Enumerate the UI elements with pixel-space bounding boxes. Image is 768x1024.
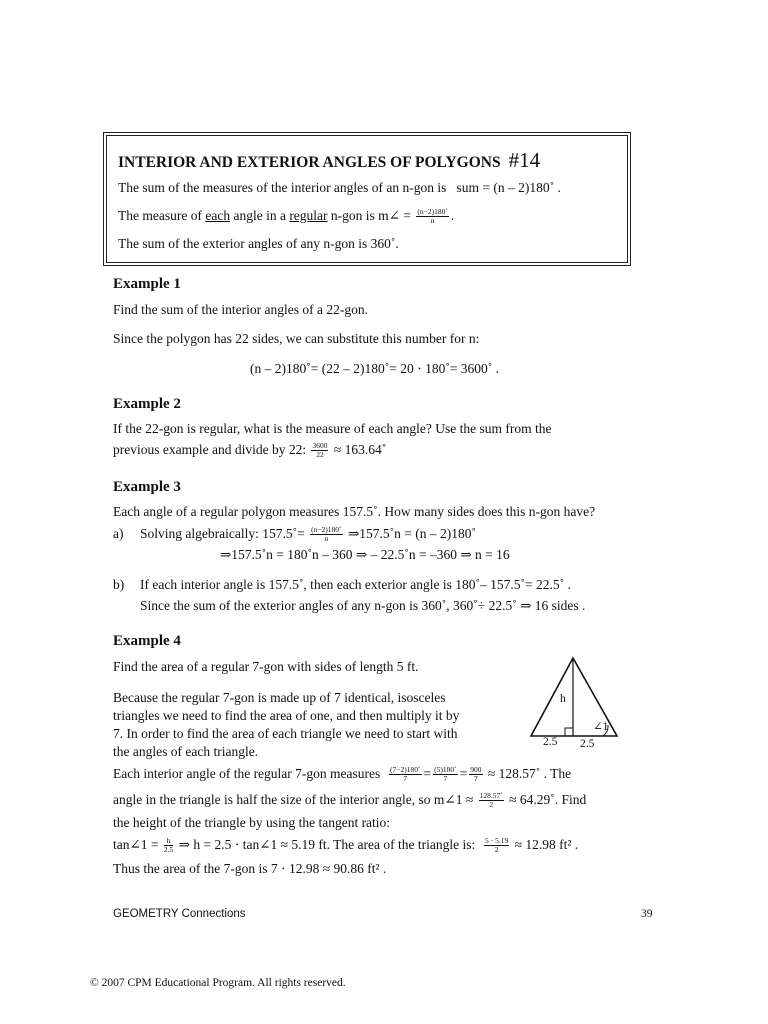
example-2-line-2-pre: previous example and divide by 22: — [113, 442, 307, 457]
triangle-diagram — [525, 652, 625, 752]
box-fraction — [416, 208, 448, 225]
box-line-2-mid: angle in a — [233, 208, 286, 223]
example-4-line-8-post: ≈ 12.98 ft² . — [514, 837, 579, 852]
example-4-line-8-pre: tan∠1 = — [113, 837, 159, 852]
example-4-line-8-mid: ⇒ h = 2.5 ⋅ tan∠1 ≈ 5.19 ft. The area of the triangle is: — [178, 837, 476, 852]
frac-num: 3600 — [312, 441, 328, 451]
example-2-fraction — [311, 442, 328, 459]
example-4-line-9: Thus the area of the 7-gon is 7 ⋅ 12.98 ≈ 90.86 ft² . — [113, 861, 387, 876]
example-4-paragraph-line-3: 7. In order to find the area of each triangle we need to start with — [113, 726, 458, 741]
diagram-label-right-base: 2.5 — [580, 738, 595, 750]
frac-num: (7−2)180˚ — [390, 765, 421, 775]
frac-den: n — [324, 534, 329, 544]
frac-num: 5 ⋅ 5.19 — [485, 836, 509, 846]
box-line-1 — [118, 180, 561, 196]
example-4-line-6 — [113, 792, 586, 809]
box-title-line — [118, 148, 540, 173]
example-4-line-8 — [113, 837, 578, 854]
box-line-2-end: . — [450, 208, 455, 223]
example-1-heading: Example 1 — [113, 276, 181, 292]
example-3-part-a-post: ⇒157.5˚n = (n – 2)180˚ — [347, 526, 476, 541]
example-4-line-1: Find the area of a regular 7-gon with sides of length 5 ft. — [113, 659, 419, 674]
frac-den: n — [430, 216, 435, 226]
example-3-line-1: Each angle of a regular polygon measures 157.5˚. How many sides does this n-gon have? — [113, 504, 596, 519]
example-1-line-2: Since the polygon has 22 sides, we can substitute this number for n: — [113, 331, 480, 346]
example-3-part-a-line-2: ⇒157.5˚n = 180˚n – 360 ⇒ – 22.5˚n = –360 ⇒ n = 16 — [220, 547, 510, 562]
frac-den: 7 — [403, 774, 408, 784]
example-4-line-5-pre: Each interior angle of the regular 7-gon measures — [113, 766, 381, 781]
example-3-fraction — [310, 526, 342, 543]
fraction-1 — [389, 766, 421, 783]
example-4-paragraph-line-2: triangles we need to find the area of one, and then multiply it by — [113, 708, 460, 723]
box-line-1-formula: sum = (n – 2)180˚ . — [456, 180, 561, 195]
fraction-3 — [469, 766, 482, 783]
frac-num: 128.57˚ — [479, 791, 503, 801]
fraction-2 — [433, 766, 458, 783]
fraction-4 — [479, 792, 504, 809]
box-line-2 — [118, 208, 454, 225]
frac-num: (5)180˚ — [434, 765, 457, 775]
example-1-formula: (n – 2)180˚= (22 – 2)180˚= 20 ⋅ 180˚= 3600˚ . — [250, 361, 500, 376]
example-4-line-6-post: ≈ 64.29˚. Find — [509, 792, 587, 807]
box-line-1-text: The sum of the measures of the interior angles of an n-gon is — [118, 180, 447, 195]
diagram-label-h: h — [560, 693, 566, 705]
example-3-part-a — [140, 526, 476, 543]
example-2-line-2 — [113, 442, 386, 459]
box-line-2-post: n-gon is m∠ = — [330, 208, 411, 223]
example-4-line-5-post: ≈ 128.57˚ . The — [487, 766, 572, 781]
footer-page-number: 39 — [641, 908, 653, 920]
fraction-6 — [484, 837, 509, 854]
frac-den: 7 — [474, 774, 478, 784]
example-4-line-6-pre: angle in the triangle is half the size of the interior angle, so m∠1 ≈ — [113, 792, 474, 807]
box-line-3: The sum of the exterior angles of any n-gon is 360˚. — [118, 236, 399, 251]
frac-den: 2.5 — [163, 845, 174, 855]
example-2-heading: Example 2 — [113, 396, 181, 412]
frac-num: (n−2)180˚ — [311, 525, 342, 535]
frac-num: 900 — [470, 765, 482, 775]
frac-num: (n−2)180˚ — [417, 207, 448, 217]
frac-den: 22 — [316, 450, 324, 460]
footer-copyright: © 2007 CPM Educational Program. All rights reserved. — [90, 977, 346, 989]
example-2-line-1: If the 22-gon is regular, what is the measure of each angle? Use the sum from the — [113, 421, 552, 436]
fraction-5 — [164, 837, 173, 854]
example-3-part-a-pre: Solving algebraically: 157.5˚= — [140, 526, 305, 541]
example-4-line-5: Each interior angle of the regular 7-gon measures $\frac{(7-2)180˚}{7}$ = $\frac{(5)180˚}{7}$ = $\frac{900}{7}$ ≈ 128.57˚ . The — [113, 765, 572, 784]
box-line-2-each: each — [205, 208, 231, 223]
diagram-label-angle: ∠1 — [593, 721, 609, 733]
frac-den: 2 — [489, 800, 494, 810]
example-3-part-a-label: a) — [113, 526, 124, 541]
box-line-2-regular: regular — [289, 208, 328, 223]
box-line-2-pre: The measure of — [118, 208, 202, 223]
example-4-heading: Example 4 — [113, 633, 181, 649]
example-1-line-1: Find the sum of the interior angles of a 22-gon. — [113, 302, 368, 317]
example-3-part-b-line-2: Since the sum of the exterior angles of any n-gon is 360˚, 360˚÷ 22.5˚ ⇒ 16 sides . — [140, 598, 586, 613]
example-4-paragraph-line-4: the angles of each triangle. — [113, 744, 259, 759]
example-3-part-b-line-1: If each interior angle is 157.5˚, then each exterior angle is 180˚– 157.5˚= 22.5˚ . — [140, 577, 571, 592]
example-3-heading: Example 3 — [113, 479, 181, 495]
frac-den: 2 — [494, 845, 499, 855]
example-2-line-2-post: ≈ 163.64˚ — [333, 442, 387, 457]
example-4-paragraph-line-1: Because the regular 7-gon is made up of 7 identical, isosceles — [113, 690, 446, 705]
right-angle-marker — [565, 728, 573, 736]
frac-num: h — [164, 837, 173, 846]
box-number: #14 — [508, 148, 541, 172]
box-title: INTERIOR AND EXTERIOR ANGLES OF POLYGONS — [118, 154, 501, 171]
example-3-part-b-label: b) — [113, 577, 125, 592]
footer-book-title: GEOMETRY Connections — [113, 908, 246, 920]
diagram-label-left-base: 2.5 — [543, 736, 558, 748]
example-4-line-7: the height of the triangle by using the tangent ratio: — [113, 815, 391, 830]
frac-den: 7 — [443, 774, 448, 784]
